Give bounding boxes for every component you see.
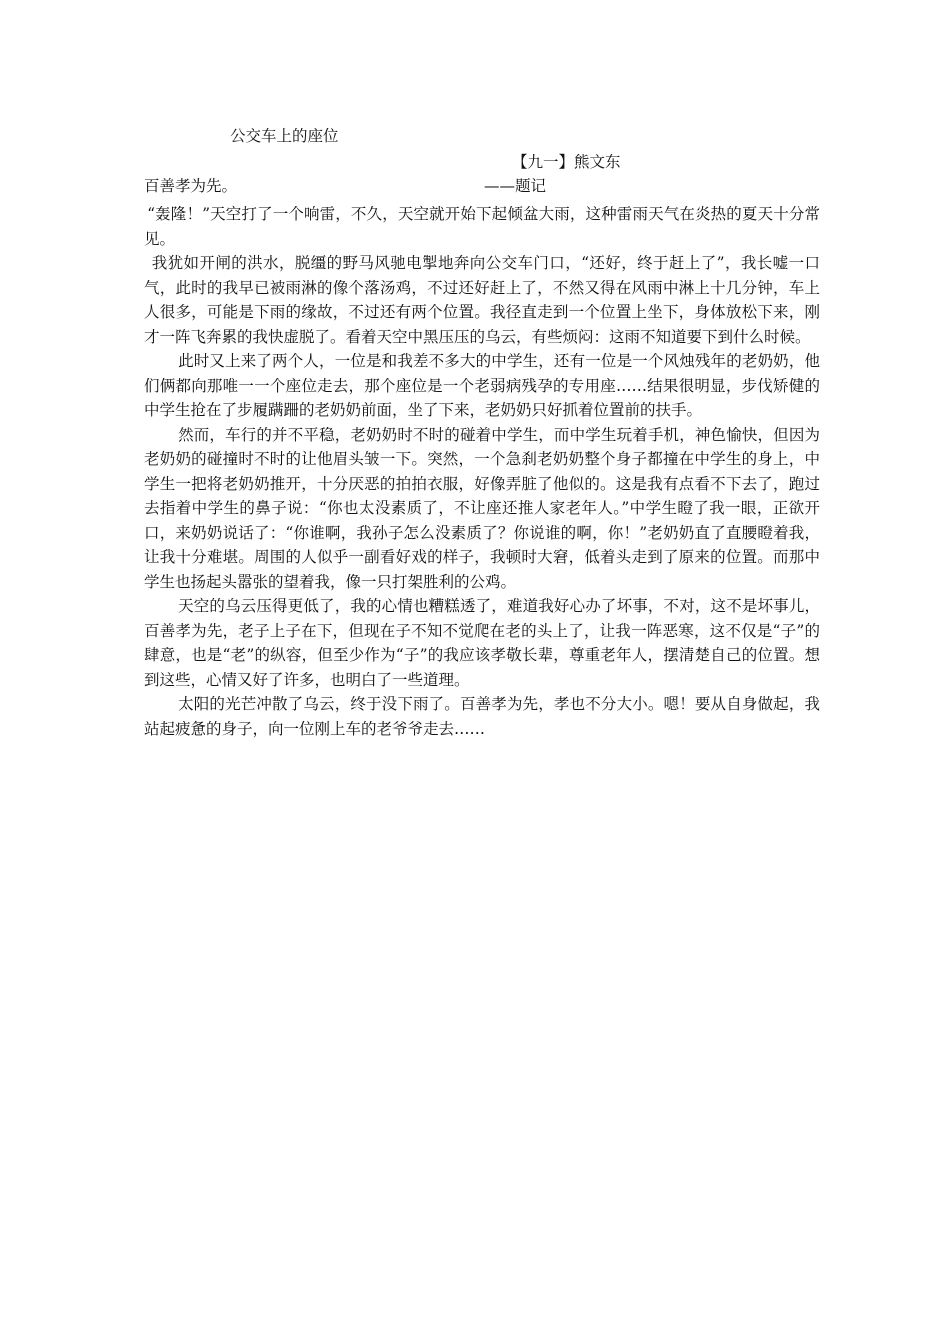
paragraph: “轰隆！”天空打了一个响雷，不久，天空就开始下起倾盆大雨，这种雷雨天气在炎热的夏天十分常见。 xyxy=(144,205,820,248)
paragraph: 然而，车行的并不平稳，老奶奶时不时的碰着中学生，而中学生玩着手机，神色愉快，但因为老奶奶的碰撞时不时的让他眉头皱一下。突然，一个急刹老奶奶整个身子都撞在中学生的身上，中学生一把将老奶奶推开，十分厌恶的拍拍衣服，好像弄脏了他似的。这是我有点看不下去了，跑过去指着中学生的鼻子说：“你也太没素质了，不让座还推人家老年人。”中学生瞪了我一眼，正欲开口，来奶奶说话了：“你谁啊，我孙子怎么没素质了？你说谁的啊，你！”老奶奶直了直腰瞪着我，让我十分难堪。周围的人似乎一副看好戏的样子，我顿时大窘，低着头走到了原来的位置。而那中学生也扬起头嚣张的望着我，像一只打架胜利的公鸡。 xyxy=(144,425,820,591)
paragraph: 天空的乌云压得更低了，我的心情也糟糕透了，难道我好心办了坏事，不对，这不是坏事儿，百善孝为先，老子上子在下，但现在子不知不觉爬在老的头上了，让我一阵恶寒，这不仅是“子”的肆意，也是“老”的纵容，但至少作为“子”的我应该孝敬长辈，尊重老年人，摆清楚自己的位置。想到这些，心情又好了许多，也明白了一些道理。 xyxy=(144,597,820,689)
article-body xyxy=(144,202,820,741)
epigraph-attribution: ——题记 xyxy=(484,177,547,195)
paragraph: 太阳的光芒冲散了乌云，终于没下雨了。百善孝为先，孝也不分大小。嗯！要从自身做起，我站起疲惫的身子，向一位刚上车的老爷爷走去…… xyxy=(144,695,820,738)
paragraph: 我犹如开闸的洪水，脱缰的野马风驰电掣地奔向公交车门口，“还好，终于赶上了”，我长嘘一口气，此时的我早已被雨淋的像个落汤鸡，不过还好赶上了，不然又得在风雨中淋上十几分钟，车上人很多，可能是下雨的缘故，不过还有两个位置。我径直走到一个位置上坐下，身体放松下来，刚才一阵飞奔累的我快虚脱了。看着天空中黑压压的乌云，有些烦闷：这雨不知道要下到什么时候。 xyxy=(144,254,820,346)
epigraph: 百善孝为先。 xyxy=(144,177,238,195)
paragraph: 此时又上来了两个人，一位是和我差不多大的中学生，还有一位是一个风烛残年的老奶奶，他们俩都向那唯一一个座位走去，那个座位是一个老弱病残孕的专用座……结果很明显，步伐矫健的中学生抢在了步履蹒跚的老奶奶前面，坐了下来，老奶奶只好抓着位置前的扶手。 xyxy=(144,352,820,419)
document-title: 公交车上的座位 xyxy=(230,127,339,145)
author-byline: 【九一】熊文东 xyxy=(512,153,621,171)
